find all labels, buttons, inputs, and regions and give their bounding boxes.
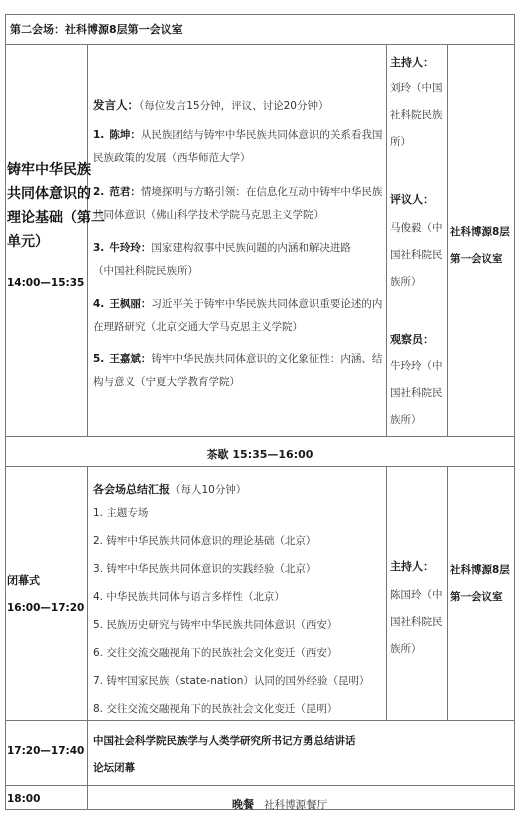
report-item: 2. 铸牢中华民族共同体意识的理论基础（北京） [93, 535, 317, 547]
dinner-time: 18:00 [7, 793, 41, 805]
col-divider [386, 466, 387, 720]
closing-title: 闭幕式 [7, 574, 40, 587]
col-divider [447, 44, 448, 436]
report-item: 7. 铸牢国家民族（state-nation）认同的国外经验（昆明） [93, 675, 370, 687]
report-item: 1. 主题专场 [93, 507, 149, 519]
reviewer-label: 评议人： [390, 193, 434, 206]
report-item: 5. 民族历史研究与铸牢中华民族共同体意识（西安） [93, 619, 338, 631]
tea-break: 茶歇 15:35—16:00 [206, 448, 314, 461]
col-divider [386, 44, 387, 436]
report-heading: 各会场总结汇报（每人10分钟） [93, 483, 247, 496]
row-divider [5, 436, 515, 437]
closing-venue: 社科博源8层 第一会议室 [450, 564, 510, 603]
col-divider [87, 466, 88, 810]
session-venue: 社科博源8层 第一会议室 [450, 226, 510, 265]
row-divider [5, 720, 515, 721]
closing-host-label: 主持人： [390, 560, 434, 573]
final-speech-line: 论坛闭幕 [93, 762, 135, 774]
report-item: 6. 交往交流交融视角下的民族社会文化变迁（西安） [93, 647, 338, 659]
col-divider [447, 466, 448, 720]
row-divider [5, 466, 515, 467]
report-item: 3. 铸牢中华民族共同体意识的实践经验（北京） [93, 563, 317, 575]
venue-header: 第二会场：社科博源8层第一会议室 [10, 23, 183, 36]
session-time: 14:00—15:35 [7, 277, 85, 289]
host-label: 主持人： [390, 56, 434, 69]
observer-label: 观察员： [390, 333, 434, 346]
speakers-heading: 发言人：（每位发言15分钟，评议、讨论20分钟） [93, 98, 329, 112]
report-item: 8. 交往交流交融视角下的民族社会文化变迁（昆明） [93, 703, 338, 715]
final-speech-time: 17:20—17:40 [7, 745, 85, 757]
row-divider [5, 785, 515, 786]
report-item: 4. 中华民族共同体与语言多样性（北京） [93, 591, 285, 603]
row-divider [5, 44, 515, 45]
dinner-info: 晚餐 社科博源餐厅 [232, 798, 328, 811]
final-speech-line: 中国社会科学院民族学与人类学研究所书记方勇总结讲话 [93, 735, 356, 747]
session-title: 铸牢中华民族 共同体意识的 理论基础（第二 单元） [7, 162, 105, 250]
closing-time: 16:00—17:20 [7, 602, 85, 614]
